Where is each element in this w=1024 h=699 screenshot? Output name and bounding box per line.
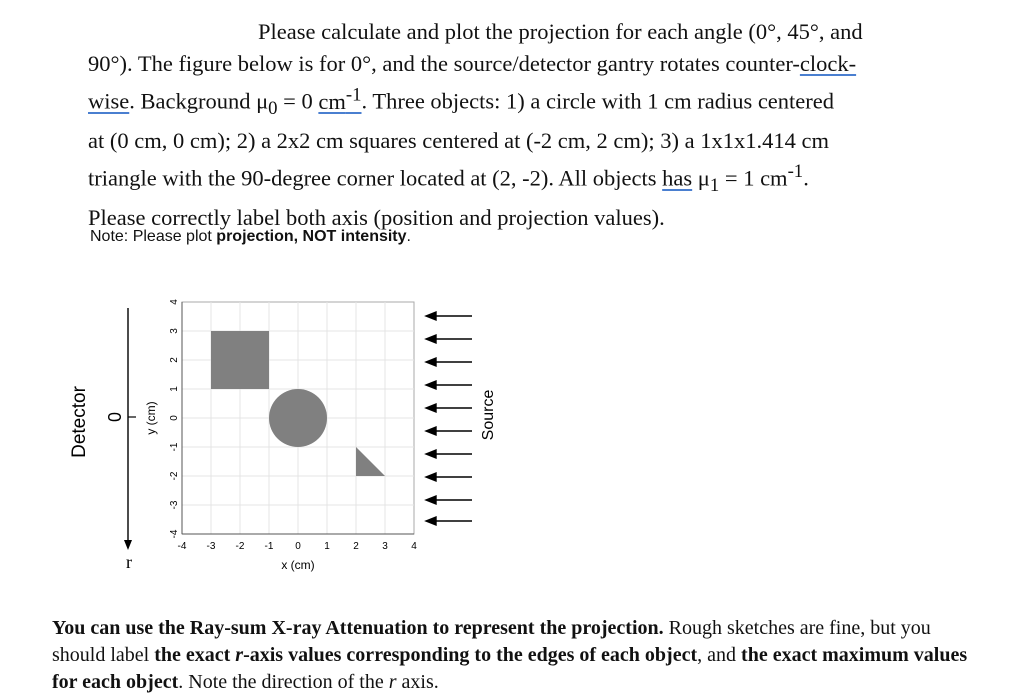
detector-arrowhead: [124, 540, 132, 550]
problem-line-4: at (0 cm, 0 cm); 2) a 2x2 cm squares centered at (-2 cm, 2 cm); 3) a 1x1x1.414 cm: [88, 127, 829, 153]
x-axis-label: x (cm): [281, 558, 315, 572]
y-tick-label: 1: [169, 386, 180, 392]
y-tick-label: -2: [169, 471, 180, 481]
problem-line-1: Please calculate and plot the projection for each angle (0°, 45°, and: [258, 19, 863, 44]
problem-line-6: Please correctly label both axis (position and projection values).: [88, 204, 665, 230]
problem-statement: [88, 16, 950, 233]
y-tick-label: -4: [169, 529, 180, 539]
circle-object: [269, 389, 327, 447]
y-tick-labels: [169, 299, 180, 539]
problem-line-2: 90°). The figure below is for 0°, and the source/detector gantry rotates counter-clock-: [88, 50, 857, 76]
x-tick-label: 4: [411, 541, 417, 552]
instructions: You can use the Ray-sum X-ray Attenuation to represent the projection. Rough sketches are fine, but you should label the exact r-axis values corresponding to the edges of each object, and the exact maximum values for each object. Note the direction of the r axis.: [52, 617, 968, 693]
note: Note: Please plot projection, NOT intensity.: [90, 228, 411, 245]
geometry-figure: [60, 290, 520, 590]
problem-line-3: wise. Background $\mu_0 = 0$ $cm^{-1}$. Three objects: 1) a circle with 1 cm radius centered: [88, 84, 835, 119]
y-tick-label: 3: [169, 328, 180, 334]
x-tick-label: 3: [382, 541, 388, 552]
source-rays: [426, 312, 472, 525]
square-object: [211, 331, 269, 389]
x-tick-label: -3: [206, 541, 216, 552]
x-tick-label: -4: [177, 541, 187, 552]
plot-area: [169, 299, 417, 572]
x-tick-label: 0: [295, 541, 301, 552]
y-tick-label: 4: [169, 299, 180, 305]
x-tick-label: -1: [264, 541, 274, 552]
y-axis-label: y (cm): [144, 401, 158, 435]
x-tick-label: 1: [324, 541, 330, 552]
y-tick-label: 2: [169, 357, 180, 363]
y-tick-label: -1: [169, 442, 180, 452]
x-tick-label: 2: [353, 541, 359, 552]
source-label: Source: [480, 389, 497, 441]
x-tick-label: -2: [235, 541, 245, 552]
detector-label: Detector: [69, 386, 90, 458]
y-tick-label: -3: [169, 500, 180, 510]
y-tick-label: 0: [169, 415, 180, 421]
r-axis-label: r: [126, 552, 132, 572]
problem-line-5: triangle with the 90-degree corner located at (2, -2). All objects has $\mu_1 = 1$ $cm^{-1}$.: [88, 161, 809, 196]
detector-origin-label: 0: [105, 411, 125, 423]
x-tick-labels: [178, 541, 418, 552]
